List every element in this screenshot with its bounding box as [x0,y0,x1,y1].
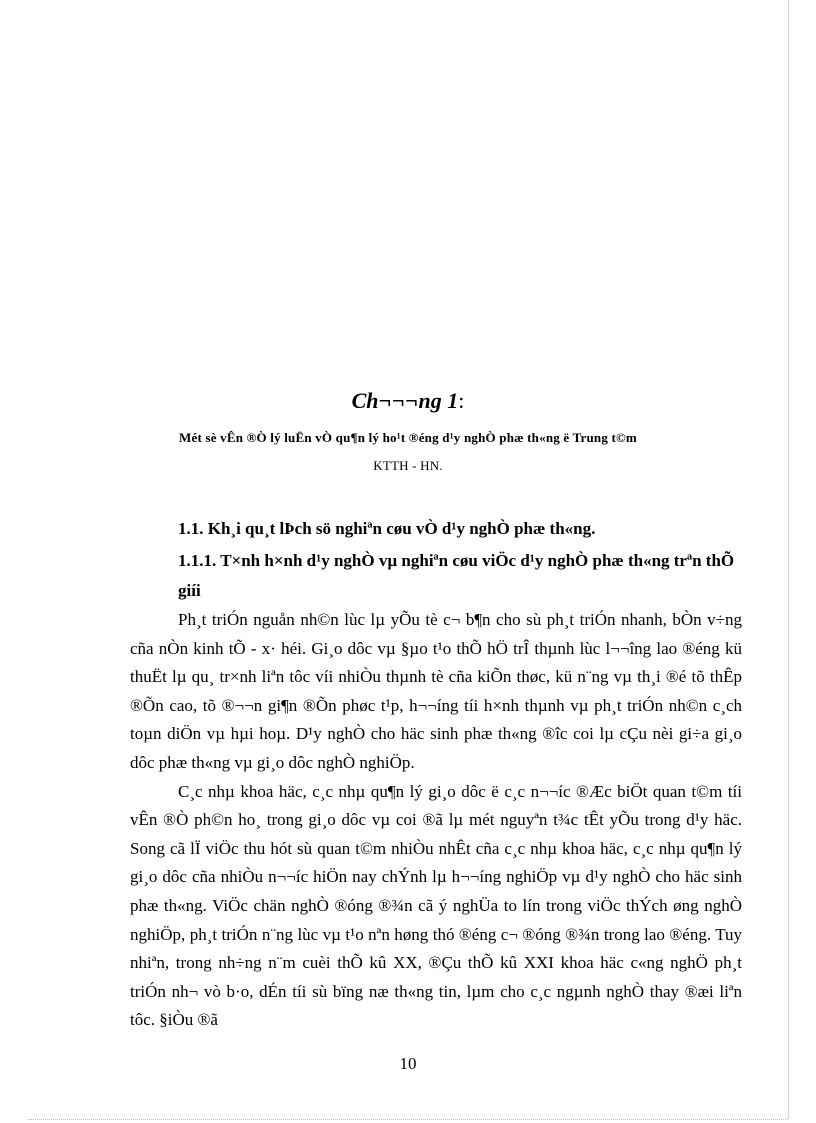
chapter-subtitle-line-2: KTTH - HN. [373,458,443,473]
chapter-subtitle-line-1: Mét sè vÊn ®Ò lý luËn vÒ qu¶n lý ho¹t ®éng d¹y nghÒ phæ th«ng ë Trung t©m [179,430,637,445]
chapter-colon: : [458,388,465,413]
chapter-title [0,388,816,414]
page-side-border [788,0,789,1119]
page-number: 10 [399,1054,417,1073]
section-heading-1-1: 1.1. Kh¸i qu¸t lÞch sö nghiªn cøu vÒ d¹y nghÒ phæ th«ng. [178,519,596,538]
body-text [130,606,742,1035]
paragraph-2: C¸c nhµ khoa häc, c¸c nhµ qu¶n lý gi¸o dôc ë c¸c n¬¬íc ®Æc biÖt quan t©m tíi vÊn ®Ò ph©n ho¸ trong gi¸o dôc vµ coi ®ã lµ mét nguyªn t¾c tÊt yÕu trong d¹y häc. Song cã lÏ viÖc thu hót sù quan t©m nhiÒu nhÊt cña c¸c nhµ khoa häc, c¸c nhµ qu¶n lý gi¸o dôc cña nhiÒu n¬¬íc hiÖn nay chÝnh lµ h¬¬íng nghiÖp vµ d¹y nghÒ cho häc sinh phæ th«ng. ViÖc chän nghÒ ®óng ®¾n cã ý nghÜa to lín trong viÖc thÝch øng nghÒ nghiÖp, ph¸t triÓn n¨ng lùc vµ t¹o nªn høng thó ®éng c¬ ®óng ®¾n trong lao ®éng. Tuy nhiªn, trong nh÷ng n¨m cuèi thÕ kû XX, ®Çu thÕ kû XXI khoa häc c«ng nghÖ ph¸t triÓn nh¬ vò b·o, dÉn tíi sù bïng næ th«ng tin, lµm cho c¸c ngµnh nghÒ thay ®æi liªn tôc. §iÒu ®ã [130,781,742,1030]
page-bottom-border [28,1119,788,1120]
paragraph-1: Ph¸t triÓn nguån nh©n lùc lµ yÕu tè c¬ b¶n cho sù ph¸t triÓn nhanh, bÒn v÷ng cña nÒn kinh tÕ - x· héi. Gi¸o dôc vµ §µo t¹o thÕ hÖ trÎ thµnh lùc l¬¬îng lao ®éng kü thuËt lµ qu¸ tr×nh liªn tôc víi nhiÒu thµnh tè cña kiÕn thøc, kü n¨ng vµ th¸i ®é tõ thÊp ®Õn cao, tõ ®¬¬n gi¶n ®Õn phøc t¹p, h¬¬íng tíi h×nh thµnh vµ ph¸t triÓn nh©n c¸ch toµn diÖn vµ hµi hoµ. D¹y nghÒ cho häc sinh phæ th«ng ®îc coi lµ cÇu nèi gi÷a gi¸o dôc phæ th«ng vµ gi¸o dôc nghÒ nghiÖp. [130,610,742,772]
section-heading-1-1-1: 1.1.1. T×nh h×nh d¹y nghÒ vµ nghiªn cøu viÖc d¹y nghÒ phæ th«ng trªn thÕ giíi [178,551,735,600]
chapter-label: Ch¬¬¬ng 1 [351,388,459,413]
